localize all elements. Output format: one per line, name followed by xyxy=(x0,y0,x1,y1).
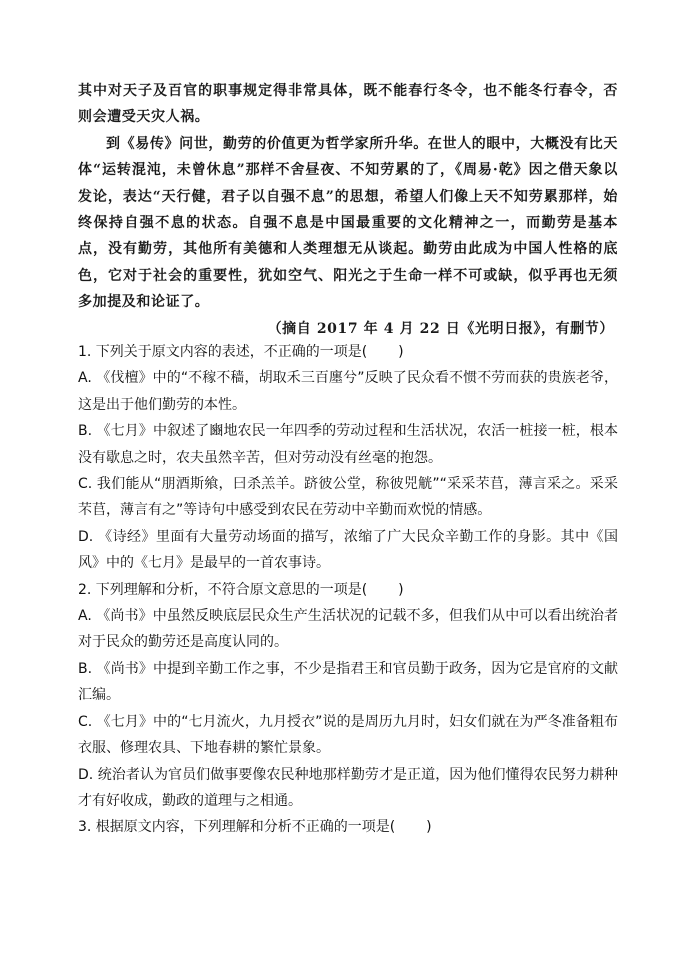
question-stem-end: ) xyxy=(426,819,432,836)
passage-source: （摘自 2017 年 4 月 22 日《光明日报》，有删节） xyxy=(267,320,614,337)
option-d: D. 统治者认为官员们做事要像农民种地那样勤劳才是正道，因为他们懂得农民努力耕种才有好收成，勤政的道理与之相通。 xyxy=(78,766,618,809)
option-b: B. 《七月》中叙述了豳地农民一年四季的劳动过程和生活状况，农活一桩接一桩，根本没有歇息之时，农夫虽然辛苦，但对劳动没有丝毫的抱怨。 xyxy=(78,423,618,466)
option-a: A. 《尚书》中虽然反映底层民众生产生活状况的记载不多，但我们从中可以看出统治者对于民众的勤劳还是高度认同的。 xyxy=(78,608,618,651)
question-list xyxy=(78,339,618,841)
question-stem-text: 3. 根据原文内容，下列理解和分析不正确的一项是( xyxy=(78,819,396,836)
option-b: B. 《尚书》中提到辛勤工作之事，不少是指君王和官员勤于政务，因为它是官府的文献汇编。 xyxy=(78,660,618,704)
option-d: D. 《诗经》里面有大量劳动场面的描写，浓缩了广大民众辛勤工作的身影。其中《国风》中的《七月》是最早的一首农事诗。 xyxy=(78,528,618,572)
question-3 xyxy=(78,814,618,840)
question-stem-text: 1. 下列关于原文内容的表述，不正确的一项是( xyxy=(78,344,368,360)
option-c: C. 我们能从“朋酒斯飨，曰杀羔羊。跻彼公堂，称彼兕觥”“采采芣苢，薄言采之。采采芣苢，薄言有之”等诗句中感受到农民在劳动中辛勤而欢悦的情感。 xyxy=(78,476,618,519)
question-2 xyxy=(78,577,618,815)
question-stem-end: ) xyxy=(398,344,404,360)
question-stem xyxy=(78,577,618,603)
option-a: A. 《伐檀》中的“不稼不穑，胡取禾三百廛兮”反映了民众看不惯不劳而获的贵族老爷，这是出于他们勤劳的本性。 xyxy=(78,370,618,413)
question-stem-text: 2. 下列理解和分析，不符合原文意思的一项是( xyxy=(78,581,368,598)
question-stem-end: ) xyxy=(398,581,404,598)
passage-paragraph-2: 到《易传》问世，勤劳的价值更为哲学家所升华。在世人的眼中，大概没有比天体“运转混沌，未曾休息”那样不舍昼夜、不知劳累的了，《周易·乾》因之借天象以发论，表达“天行健，君子以自强不息”的思想，希望人们像上天不知劳累那样，始终保持自强不息的状态。自强不息是中国最重要的文化精神之一，而勤劳是基本点，没有勤劳，其他所有美德和人类理想无从谈起。勤劳由此成为中国人性格的底色，它对于社会的重要性，犹如空气、阳光之于生命一样不可或缺，似乎再也无须多加提及和论证了。 xyxy=(78,135,618,311)
reading-passage xyxy=(78,78,618,342)
question-stem xyxy=(78,339,618,365)
question-stem xyxy=(78,814,618,840)
option-c: C. 《七月》中的“七月流火，九月授衣”说的是周历九月时，妇女们就在为严冬准备粗布衣服、修理农具、下地春耕的繁忙景象。 xyxy=(78,713,618,757)
passage-paragraph-1: 其中对天子及百官的职事规定得非常具体，既不能春行冬令，也不能冬行春令，否则会遭受天灾人祸。 xyxy=(78,83,618,126)
question-1 xyxy=(78,339,618,577)
